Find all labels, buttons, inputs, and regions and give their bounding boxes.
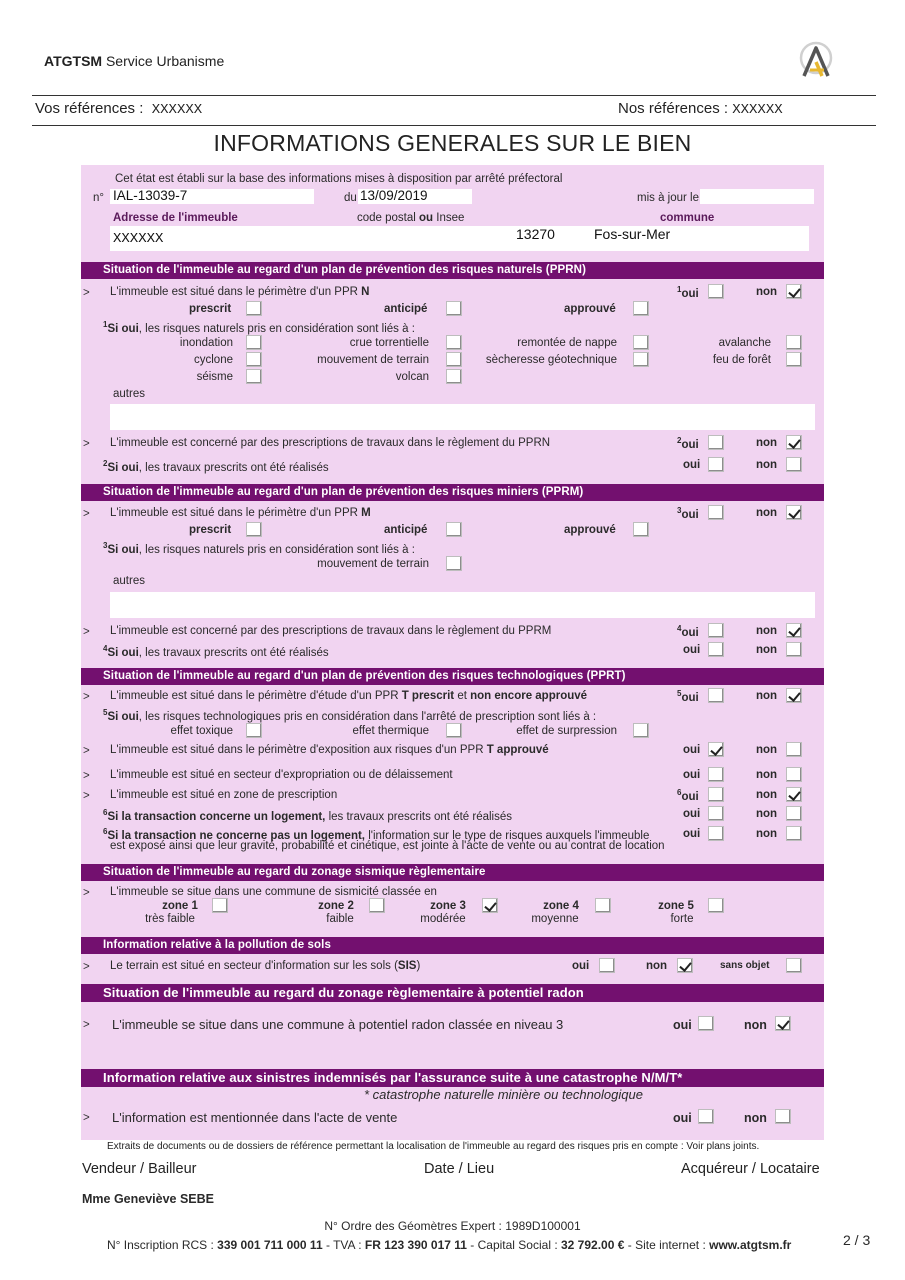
pprt-section-title: Situation de l'immeuble au regard d'un plan de prévention des risques technologiques (PPRT) — [81, 668, 824, 685]
arrow-icon: > — [83, 1019, 90, 1031]
radon-non-checkbox[interactable] — [775, 1016, 791, 1031]
risk-cyclone-label: cyclone — [194, 354, 233, 366]
zone-1-checkbox[interactable] — [212, 898, 228, 913]
pprt-q2-non-checkbox[interactable] — [786, 742, 802, 757]
catnat-oui-checkbox[interactable] — [698, 1109, 714, 1124]
risk-secheresse-label: sècheresse géotechnique — [485, 354, 617, 366]
radon-oui-label: oui — [673, 1018, 692, 1032]
pprt-q4: L'immeuble est situé en zone de prescription — [110, 789, 338, 801]
adresse-label: Adresse de l'immeuble — [113, 212, 238, 224]
risk-seisme-checkbox[interactable] — [246, 369, 262, 384]
atgtsm-logo-icon — [798, 40, 834, 80]
sols-sans-objet-checkbox[interactable] — [786, 958, 802, 973]
pprt-q3-non-label: non — [756, 769, 778, 781]
pprn-q1-non-label: non — [756, 286, 778, 298]
pprn-prescrit-label: prescrit — [189, 303, 232, 315]
pprn-q1-oui-checkbox[interactable] — [708, 284, 724, 299]
pprn-q2b: $^2$Si oui, les travaux prescrits ont été réalisés — [103, 459, 329, 474]
pprn-section-title: Situation de l'immeuble au regard d'un plan de prévention des risques naturels (PPRN) — [81, 262, 824, 279]
pprt-q1-oui-checkbox[interactable] — [708, 688, 724, 703]
pprt-q1-non-checkbox[interactable] — [786, 688, 802, 703]
pprm-q2: L'immeuble est concerné par des prescriptions de travaux dans le règlement du PPRM — [110, 625, 552, 637]
pprn-approuve-label: approuvé — [564, 303, 616, 315]
pprm-prescrit-checkbox[interactable] — [246, 522, 262, 537]
arrow-icon: > — [83, 691, 90, 703]
pprt-q5: $^6$Si la transaction concerne un logement, les travaux prescrits ont été réalisés — [103, 808, 513, 823]
pprt-q1: L'immeuble est situé dans le périmètre d'étude d'un PPR T prescrit et non encore approuvé — [110, 690, 588, 702]
pprt-q6-non-checkbox[interactable] — [786, 826, 802, 841]
risk-avalanche-checkbox[interactable] — [786, 335, 802, 350]
arrow-icon: > — [83, 790, 90, 802]
risk-volcan-label: volcan — [395, 371, 429, 383]
pprm-si-oui: $^3$Si oui, les risques naturels pris en considération sont liés à : — [103, 541, 415, 556]
radon-oui-checkbox[interactable] — [698, 1016, 714, 1031]
pprm-mouvement-checkbox[interactable] — [446, 556, 462, 571]
maj-field[interactable] — [700, 189, 814, 204]
sismique-q: L'immeuble se situe dans une commune de sismicité classée en — [110, 886, 437, 898]
radon-non-label: non — [744, 1018, 767, 1032]
pprm-q2b-non-checkbox[interactable] — [786, 642, 802, 657]
pprt-q3-oui-label: oui — [683, 769, 701, 781]
intro-text: Cet état est établi sur la base des informations mises à disposition par arrêté préfectoral — [115, 173, 563, 185]
effet-surpression-checkbox[interactable] — [633, 723, 649, 738]
pprn-q1: L'immeuble est situé dans le périmètre d'un PPR N — [110, 286, 370, 298]
sols-q: Le terrain est situé en secteur d'information sur les sols (SIS) — [110, 960, 421, 972]
pprn-q2-oui-checkbox[interactable] — [708, 435, 724, 450]
sols-oui-label: oui — [572, 960, 590, 972]
du-value: 13/09/2019 — [360, 188, 428, 203]
radon-section-title: Situation de l'immeuble au regard du zonage règlementaire à potentiel radon — [81, 984, 824, 1002]
pprt-q6-oui-label: oui — [683, 828, 701, 840]
pprt-q1-non-label: non — [756, 690, 778, 702]
pprn-q2b-oui-checkbox[interactable] — [708, 457, 724, 472]
risk-cyclone-checkbox[interactable] — [246, 352, 262, 367]
effet-thermique-label: effet thermique — [352, 725, 429, 737]
pprm-q1-non-checkbox[interactable] — [786, 505, 802, 520]
sols-non-checkbox[interactable] — [677, 958, 693, 973]
sols-sans-objet-label: sans objet — [720, 960, 770, 971]
zone-3-desc: modérée — [420, 913, 466, 925]
zone-1-desc: très faible — [145, 913, 195, 925]
zone-4-label: zone 4 — [543, 900, 579, 912]
pprn-q1-non-checkbox[interactable] — [786, 284, 802, 299]
extraits-note: Extraits de documents ou de dossiers de référence permettant la localisation de l'immeuble au regard des risques pris en compte : Voir plans joints. — [107, 1141, 760, 1152]
zone-5-label: zone 5 — [658, 900, 694, 912]
effet-surpression-label: effet de surpression — [516, 725, 617, 737]
pprn-approuve-checkbox[interactable] — [633, 301, 649, 316]
adresse-field[interactable] — [110, 226, 809, 251]
risk-remontee-checkbox[interactable] — [633, 335, 649, 350]
effet-thermique-checkbox[interactable] — [446, 723, 462, 738]
pprt-q2: L'immeuble est situé dans le périmètre d'exposition aux risques d'un PPR T approuvé — [110, 744, 549, 756]
risk-volcan-checkbox[interactable] — [446, 369, 462, 384]
pprn-autres-field[interactable] — [110, 404, 815, 430]
pprt-q4-oui-label: $^6$oui — [677, 788, 699, 803]
n-label: n° — [93, 192, 104, 204]
zone-4-checkbox[interactable] — [595, 898, 611, 913]
pprt-q3-non-checkbox[interactable] — [786, 767, 802, 782]
vos-references: Vos références : XXXXXX — [35, 100, 203, 118]
arrow-icon: > — [83, 887, 90, 899]
arrow-icon: > — [83, 770, 90, 782]
pprn-q2-non-label: non — [756, 437, 778, 449]
pprm-approuve-label: approuvé — [564, 524, 616, 536]
pprm-q2b-oui-label: oui — [683, 644, 701, 656]
pprt-q5-oui-checkbox[interactable] — [708, 806, 724, 821]
risk-avalanche-label: avalanche — [718, 337, 771, 349]
pprt-q6: $^6$Si la transaction ne concerne pas un logement, l'information sur le type de risques auxquels l'immeuble — [103, 827, 650, 842]
effet-toxique-label: effet toxique — [170, 725, 233, 737]
pprn-si-oui: $^1$Si oui, les risques naturels pris en considération sont liés à : — [103, 320, 415, 335]
effet-toxique-checkbox[interactable] — [246, 723, 262, 738]
pprm-anticipe-label: anticipé — [384, 524, 428, 536]
pprm-mouvement-label: mouvement de terrain — [317, 558, 429, 570]
pprn-q1-oui-label: $^1$oui — [677, 285, 699, 300]
pprm-q2b-oui-checkbox[interactable] — [708, 642, 724, 657]
acquereur-label: Acquéreur / Locataire — [681, 1161, 820, 1177]
company-name: ATGTSM Service Urbanisme — [44, 53, 225, 69]
pprt-q4-non-label: non — [756, 789, 778, 801]
pprn-q2: L'immeuble est concerné par des prescriptions de travaux dans le règlement du PPRN — [110, 437, 551, 449]
risk-feu-checkbox[interactable] — [786, 352, 802, 367]
cp-value: 13270 — [516, 226, 555, 242]
zone-5-checkbox[interactable] — [708, 898, 724, 913]
risk-mouvement-label: mouvement de terrain — [317, 354, 429, 366]
pprt-q3: L'immeuble est situé en secteur d'expropriation ou de délaissement — [110, 769, 453, 781]
sismique-section-title: Situation de l'immeuble au regard du zonage sismique règlementaire — [81, 864, 824, 881]
date-lieu-label: Date / Lieu — [424, 1161, 495, 1177]
catnat-oui-label: oui — [673, 1111, 692, 1125]
pprt-q6-non-label: non — [756, 828, 778, 840]
risk-secheresse-checkbox[interactable] — [633, 352, 649, 367]
header-divider-bottom — [32, 125, 876, 126]
pprt-q6-line2: est exposé ainsi que leur gravité, probabilité et cinétique, est jointe à l'acte de vente ou au contrat de location — [110, 840, 665, 852]
pprm-q1-non-label: non — [756, 507, 778, 519]
pprt-q5-non-checkbox[interactable] — [786, 806, 802, 821]
risk-seisme-label: séisme — [196, 371, 233, 383]
pprm-q1-oui-checkbox[interactable] — [708, 505, 724, 520]
maj-label: mis à jour le — [637, 192, 699, 204]
pprt-q6-oui-checkbox[interactable] — [708, 826, 724, 841]
pprm-q1-oui-label: $^3$oui — [677, 506, 699, 521]
pprm-q1: L'immeuble est situé dans le périmètre d'un PPR M — [110, 507, 371, 519]
catnat-non-checkbox[interactable] — [775, 1109, 791, 1124]
pprm-q2-oui-checkbox[interactable] — [708, 623, 724, 638]
signataire-name: Mme Geneviève SEBE — [82, 1192, 215, 1206]
risk-feu-label: feu de forêt — [712, 354, 771, 366]
pprm-anticipe-checkbox[interactable] — [446, 522, 462, 537]
zone-2-desc: faible — [326, 913, 354, 925]
commune-value: Fos-sur-Mer — [594, 226, 671, 242]
catnat-q: L'information est mentionnée dans l'acte de vente — [112, 1110, 398, 1125]
pprt-q5-oui-label: oui — [683, 808, 701, 820]
pprm-approuve-checkbox[interactable] — [633, 522, 649, 537]
commune-label: commune — [660, 212, 715, 224]
risk-crue-label: crue torrentielle — [349, 337, 429, 349]
du-label: du — [344, 192, 357, 204]
pprn-prescrit-checkbox[interactable] — [246, 301, 262, 316]
zone-4-desc: moyenne — [531, 913, 579, 925]
cp-label: code postal ou Insee — [357, 212, 465, 224]
zone-3-label: zone 3 — [430, 900, 466, 912]
radon-q: L'immeuble se situe dans une commune à potentiel radon classée en niveau 3 — [112, 1017, 564, 1032]
sols-section-title: Information relative à la pollution de sols — [81, 937, 824, 954]
pprt-q3-oui-checkbox[interactable] — [708, 767, 724, 782]
pprn-q2-non-checkbox[interactable] — [786, 435, 802, 450]
pprn-anticipe-label: anticipé — [384, 303, 428, 315]
pprt-q4-oui-checkbox[interactable] — [708, 787, 724, 802]
pprt-q5-non-label: non — [756, 808, 778, 820]
arrow-icon: > — [83, 745, 90, 757]
catnat-note: * catastrophe naturelle minière ou technologique — [364, 1087, 643, 1102]
arrow-icon: > — [83, 508, 90, 520]
arrow-icon: > — [83, 438, 90, 450]
page-title: INFORMATIONS GENERALES SUR LE BIEN — [213, 130, 692, 156]
pprn-q2b-oui-label: oui — [683, 459, 701, 471]
pprm-q2-non-label: non — [756, 625, 778, 637]
pprt-q1-oui-label: $^5$oui — [677, 689, 699, 704]
zone-5-desc: forte — [670, 913, 694, 925]
pprm-q2-non-checkbox[interactable] — [786, 623, 802, 638]
ordre-geometres: N° Ordre des Géomètres Expert : 1989D100001 — [324, 1219, 581, 1233]
arrow-icon: > — [83, 287, 90, 299]
pprt-si-oui: $^5$Si oui, les risques technologiques pris en considération dans l'arrêté de prescription sont liés à : — [103, 708, 597, 723]
pprt-q2-oui-label: oui — [683, 744, 701, 756]
pprn-q2b-non-label: non — [756, 459, 778, 471]
arrow-icon: > — [83, 626, 90, 638]
risk-crue-checkbox[interactable] — [446, 335, 462, 350]
zone-2-checkbox[interactable] — [369, 898, 385, 913]
zone-1-label: zone 1 — [162, 900, 198, 912]
pprt-q4-non-checkbox[interactable] — [786, 787, 802, 802]
risk-inondation-checkbox[interactable] — [246, 335, 262, 350]
risk-mouvement-checkbox[interactable] — [446, 352, 462, 367]
pprm-autres-label: autres — [113, 575, 145, 587]
pprm-q2b: $^4$Si oui, les travaux prescrits ont été réalisés — [103, 644, 329, 659]
arrow-icon: > — [83, 1112, 90, 1124]
page-number: 2 / 3 — [843, 1232, 871, 1248]
rcs-line: N° Inscription RCS : 339 001 711 000 11 - TVA : FR 123 390 017 11 - Capital Social : 32 792.00 € - Site internet : www.atgtsm.fr — [107, 1238, 792, 1252]
zone-3-checkbox[interactable] — [482, 898, 498, 913]
risk-remontee-label: remontée de nappe — [517, 337, 617, 349]
header-divider-top — [32, 95, 876, 96]
arrow-icon: > — [83, 961, 90, 973]
pprn-autres-label: autres — [113, 388, 145, 400]
pprn-anticipe-checkbox[interactable] — [446, 301, 462, 316]
catnat-section-title: Information relative aux sinistres indemnisés par l'assurance suite à une catastrophe N/M/T* — [81, 1069, 824, 1087]
pprt-q2-non-label: non — [756, 744, 778, 756]
pprt-q2-oui-checkbox[interactable] — [708, 742, 724, 757]
sols-non-label: non — [646, 960, 668, 972]
pprm-section-title: Situation de l'immeuble au regard d'un plan de prévention des risques miniers (PPRM) — [81, 484, 824, 501]
pprm-prescrit-label: prescrit — [189, 524, 232, 536]
catnat-non-label: non — [744, 1111, 767, 1125]
sols-oui-checkbox[interactable] — [599, 958, 615, 973]
zone-2-label: zone 2 — [318, 900, 354, 912]
pprm-q2-oui-label: $^4$oui — [677, 624, 699, 639]
nos-references: Nos références : XXXXXX — [618, 100, 783, 118]
pprn-q2b-non-checkbox[interactable] — [786, 457, 802, 472]
adresse-value: XXXXXX — [113, 231, 164, 247]
n-value: IAL-13039-7 — [113, 188, 188, 203]
pprm-q2b-non-label: non — [756, 644, 778, 656]
risk-inondation-label: inondation — [179, 337, 233, 349]
vendeur-label: Vendeur / Bailleur — [82, 1161, 197, 1177]
pprn-q2-oui-label: $^2$oui — [677, 436, 699, 451]
pprm-autres-field[interactable] — [110, 592, 815, 618]
